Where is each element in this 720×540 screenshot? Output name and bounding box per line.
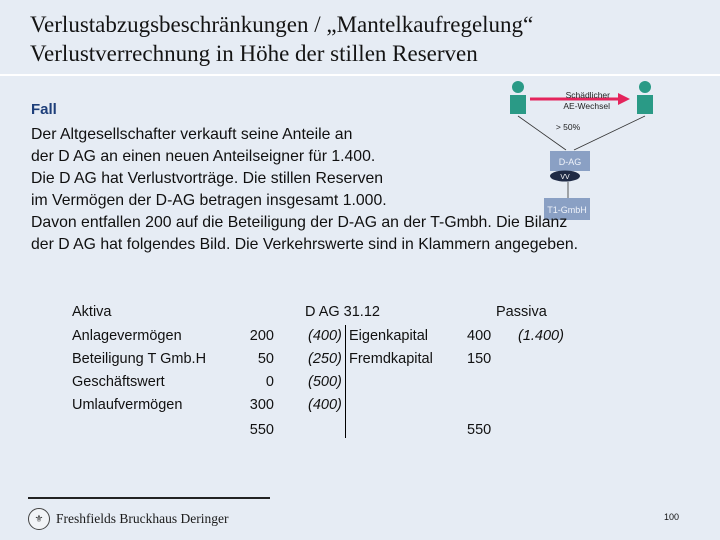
liability-total: 550	[467, 422, 492, 438]
share-label: > 50%	[555, 122, 581, 132]
page-number: 100	[664, 512, 680, 522]
asset-name: Umlaufvermögen	[72, 397, 183, 413]
liability-value: 400	[467, 328, 492, 344]
footer-divider	[28, 497, 270, 499]
case-heading: Fall	[31, 101, 57, 118]
case-description	[31, 124, 691, 256]
asset-market-value: (500)	[308, 374, 342, 390]
seal-icon: ⚜	[28, 508, 50, 530]
case-line-5: Davon entfallen 200 auf die Beteiligung der D-AG an der T-Gmbh. Die Bilanz	[31, 214, 568, 231]
asset-value: 300	[249, 397, 274, 413]
asset-value: 0	[265, 374, 274, 390]
liability-market-value: (1.400)	[518, 328, 564, 344]
page-title	[30, 10, 710, 68]
case-line-1: Der Altgesellschafter verkauft seine Anteile an	[31, 126, 353, 143]
case-line-3: Die D AG hat Verlustvorträge. Die stillen Reserven	[31, 170, 384, 187]
case-line-2: der D AG an einen neuen Anteilseigner für 1.400.	[31, 148, 376, 165]
new-shareholder-person-icon	[637, 81, 653, 114]
asset-name: Beteiligung T Gmb.H	[72, 351, 207, 367]
asset-total: 550	[249, 422, 274, 438]
loss-label: VV	[560, 174, 570, 181]
liability-value: 150	[467, 351, 492, 367]
logo-text: Freshfields Bruckhaus Deringer	[56, 511, 229, 526]
asset-market-value: (250)	[308, 351, 342, 367]
title-line-2: Verlustverrechnung in Höhe der stillen Reserven	[30, 41, 478, 66]
subsidiary-label: T1-GmbH	[547, 205, 587, 215]
transfer-label-line-2: AE-Wechsel	[563, 101, 610, 111]
case-line-6: der D AG hat folgendes Bild. Die Verkehrswerte sind in Klammern angegeben.	[31, 236, 579, 253]
asset-name: Anlagevermögen	[72, 328, 182, 344]
case-line-4: im Vermögen der D-AG betragen insgesamt 1.000.	[31, 192, 387, 209]
transfer-label-line-1: Schädlicher	[565, 90, 610, 100]
company-logo	[28, 506, 228, 532]
liability-name: Fremdkapital	[349, 351, 433, 367]
asset-name: Geschäftswert	[72, 374, 165, 390]
balance-title: D AG 31.12	[305, 304, 380, 320]
aktiva-label: Aktiva	[72, 304, 112, 320]
asset-market-value: (400)	[308, 328, 342, 344]
old-shareholder-person-icon	[510, 81, 526, 114]
title-line-1: Verlustabzugsbeschränkungen / „Mantelkaufregelung“	[30, 12, 534, 37]
liability-name: Eigenkapital	[349, 328, 428, 344]
passiva-label: Passiva	[496, 304, 547, 320]
title-divider	[0, 74, 720, 76]
asset-value: 200	[249, 328, 274, 344]
asset-market-value: (400)	[308, 397, 342, 413]
balance-divider	[345, 325, 346, 438]
asset-value: 50	[257, 351, 274, 367]
company-label: D-AG	[558, 157, 582, 167]
